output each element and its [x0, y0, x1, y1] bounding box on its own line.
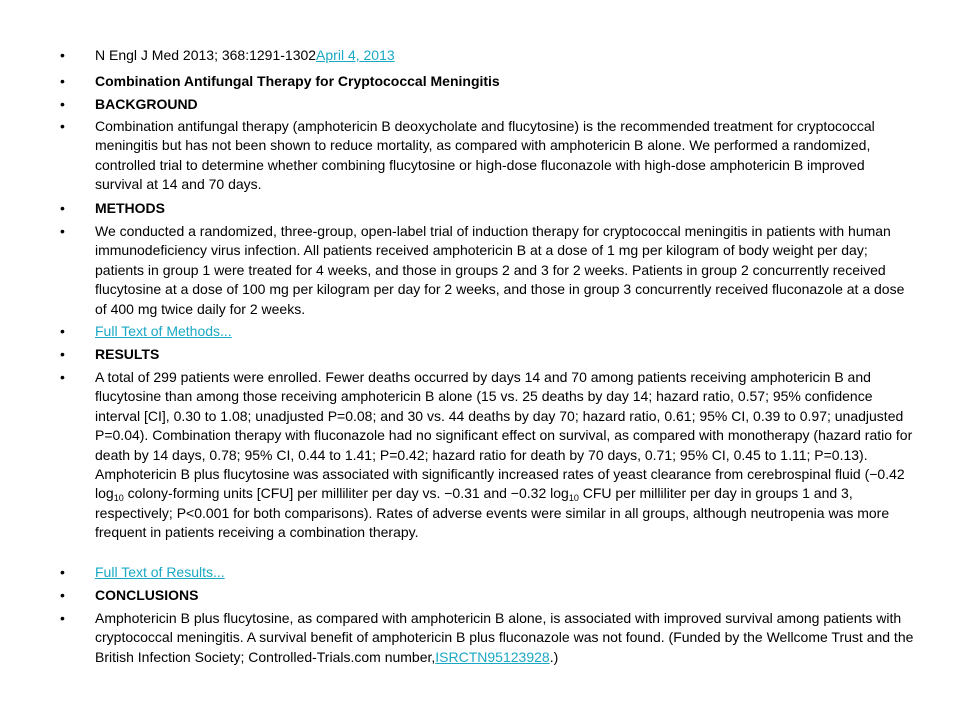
bullet-icon: • — [60, 610, 65, 626]
methods-heading: METHODS — [95, 200, 165, 216]
results-body — [95, 368, 915, 543]
bullet-icon: • — [60, 323, 65, 339]
full-text-methods-link[interactable]: Full Text of Methods... — [95, 323, 232, 339]
conclusions-text: Amphotericin B plus flucytosine, as compared with amphotericin B alone, is associated with improved survival among patients with cryptococcal meningitis. A survival benefit of amphotericin B plus fluconazole was not found. (Funded by the Wellcome Trust and the British Infection Society; Controlled-Trials.com number, — [95, 610, 914, 665]
isrctn-link[interactable]: ISRCTN95123928 — [435, 648, 550, 665]
log-subscript: 10 — [113, 493, 124, 504]
bullet-icon: • — [60, 118, 65, 134]
bullet-icon: • — [60, 47, 65, 63]
citation-date-link[interactable]: April 4, 2013 — [316, 47, 395, 63]
bullet-icon: • — [60, 200, 65, 216]
citation-line — [95, 46, 915, 65]
conclusions-heading: CONCLUSIONS — [95, 587, 199, 603]
bullet-icon: • — [60, 73, 65, 89]
conclusions-body — [95, 609, 915, 667]
log-subscript: 10 — [568, 493, 579, 504]
methods-body: We conducted a randomized, three-group, open-label trial of induction therapy for cryptococcal meningitis in patients with human immunodeficiency virus infection. All patients received amphotericin B at a dose of 1 mg per kilogram of body weight per day; patients in group 1 were treated for 4 weeks, and those in groups 2 and 3 for 2 weeks. Patients in group 2 concurrently received flucytosine at a dose of 100 mg per kilogram per day for 2 weeks, and those in group 3 concurrently received fluconazole at a dose of 400 mg twice daily for 2 weeks. — [95, 223, 905, 317]
bullet-icon: • — [60, 369, 65, 385]
bullet-icon: • — [60, 346, 65, 362]
bullet-icon: • — [60, 223, 65, 239]
background-heading: BACKGROUND — [95, 96, 198, 112]
results-heading: RESULTS — [95, 346, 160, 362]
citation-text: N Engl J Med 2013; 368:1291-1302 — [95, 47, 317, 63]
bullet-icon: • — [60, 564, 65, 580]
results-text-part1: A total of 299 patients were enrolled. Fewer deaths occurred by days 14 and 70 among patients receiving amphotericin B and flucytosine than among those receiving amphotericin B alone (15 vs. 25 deaths by day 14; hazard ratio, 0.57; 95% confidence interval [CI], 0.30 to 1.08; unadjusted P=0.08; and 30 vs. 44 deaths by day 70; hazard ratio, 0.61; 95% CI, 0.39 to 0.97; unadjusted P=0.04). Combination therapy with fluconazole had no significant effect on survival, as compared with monotherapy (hazard ratio for death by 14 days, 0.78; 95% CI, 0.44 to 1.41; P=0.42; hazard ratio for death by 70 days, 0.71; 95% CI, 0.45 to 1.11; P=0.13). Amphotericin B plus flucytosine was associated with significantly increased rates of yeast clearance from cerebrospinal fluid (−0.42 log — [95, 369, 913, 502]
background-body: Combination antifungal therapy (amphotericin B deoxycholate and flucytosine) is the recommended treatment for cryptococcal meningitis but has not been shown to reduce mortality, as compared with amphotericin B alone. We performed a randomized, controlled trial to determine whether combining flucytosine or high-dose fluconazole with high-dose amphotericin B improved survival at 14 and 70 days. — [95, 118, 875, 193]
bullet-icon: • — [60, 587, 65, 603]
article-title: Combination Antifungal Therapy for Cryptococcal Meningitis — [95, 73, 500, 89]
full-text-results-link[interactable]: Full Text of Results... — [95, 564, 225, 580]
results-text-part2: colony-forming units [CFU] per milliliter per day vs. −0.31 and −0.32 log — [123, 485, 569, 502]
bullet-icon: • — [60, 96, 65, 112]
conclusions-tail: .) — [549, 648, 559, 665]
results-text-part3: CFU per milliliter per day in groups 1 and 3, respectively; P<0.001 for both comparisons). Rates of adverse events were similar in all groups, although neutropenia was more frequent in patients receiving a combination therapy. — [95, 485, 890, 541]
